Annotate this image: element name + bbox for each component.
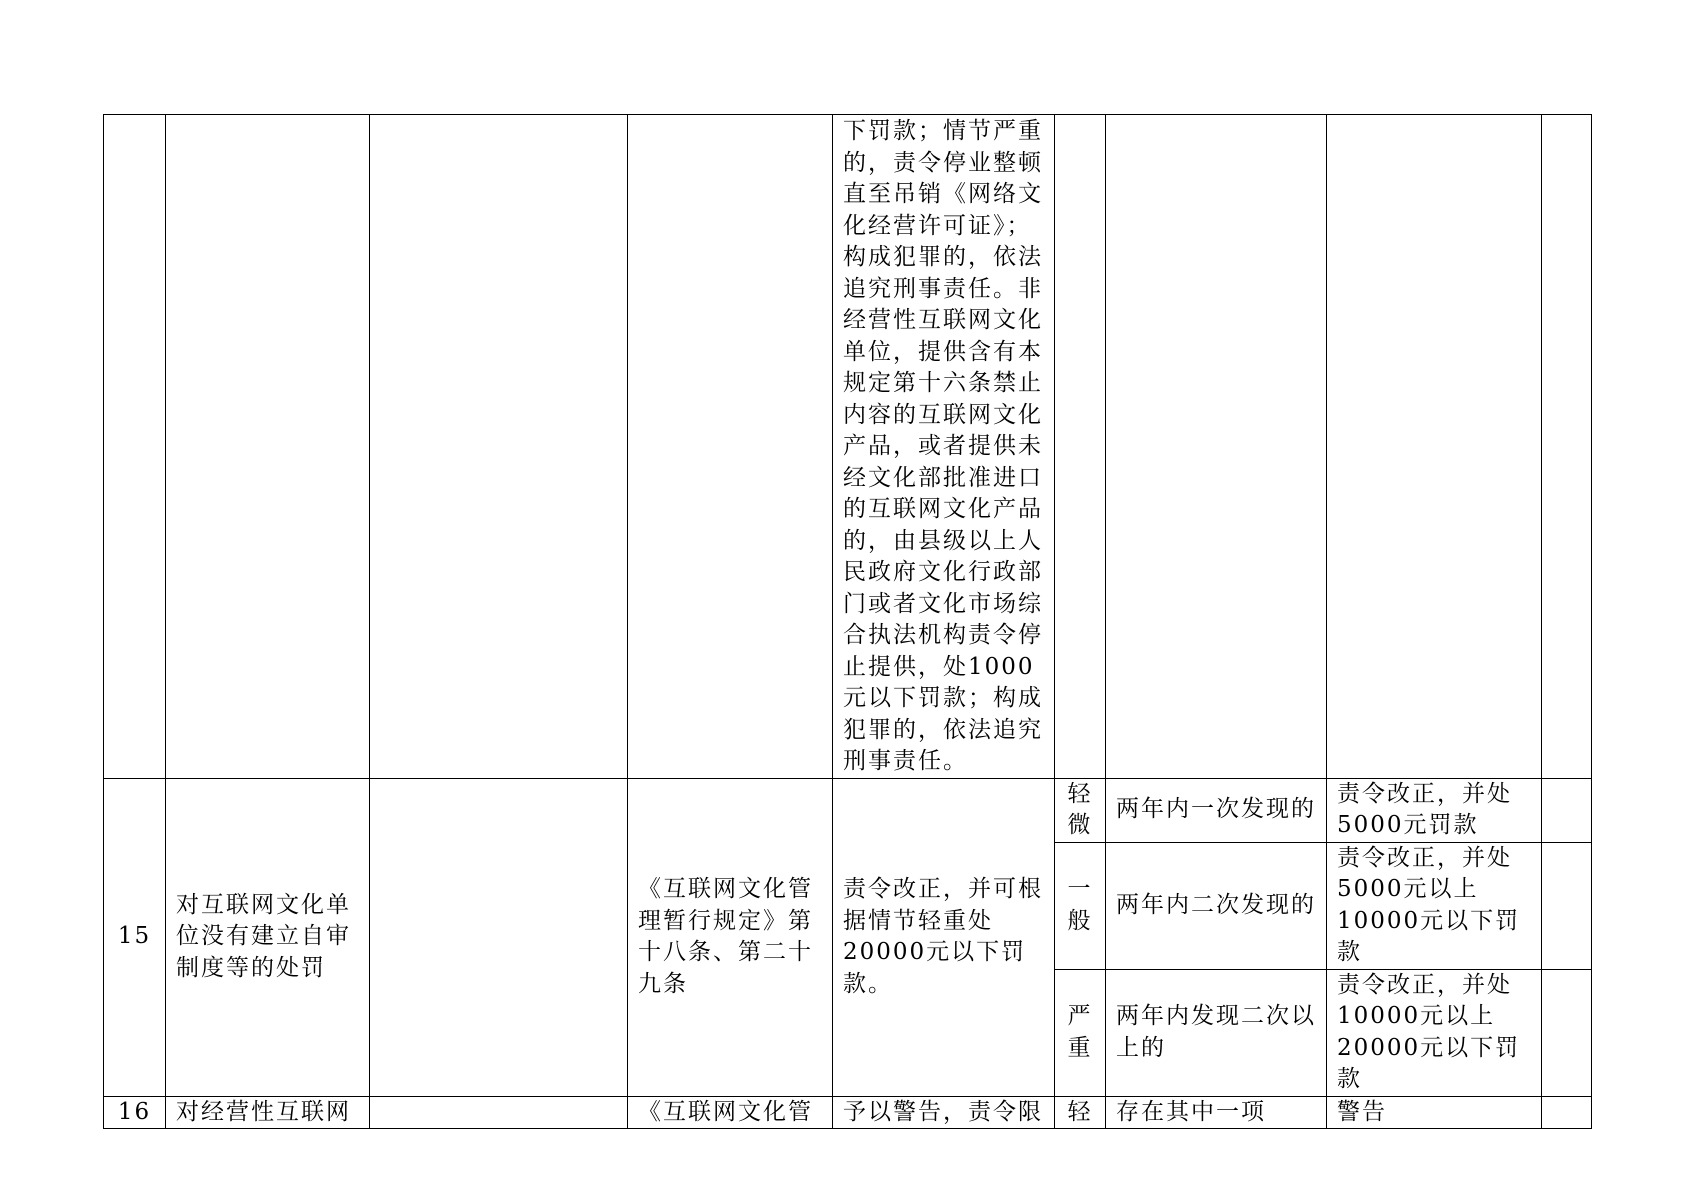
table-row — [104, 1096, 1592, 1129]
penalty-cell: 责令改正，并处10000元以上20000元以下罚款 — [1327, 969, 1542, 1096]
basis-cell: 《互联网文化管理暂行规定》第十八条、第二十九条 — [628, 778, 833, 1096]
circumstance-cell: 两年内发现二次以上的 — [1106, 969, 1327, 1096]
subject-cell — [370, 778, 628, 1096]
note-cell — [1542, 115, 1592, 779]
degree-cell — [1055, 115, 1106, 779]
degree-cell: 轻 — [1055, 1096, 1106, 1129]
circumstance-cell: 两年内二次发现的 — [1106, 842, 1327, 969]
subject-cell — [370, 1096, 628, 1129]
item-cell: 对互联网文化单位没有建立自审制度等的处罚 — [166, 778, 370, 1096]
note-cell — [1542, 842, 1592, 969]
degree-cell: 轻微 — [1055, 778, 1106, 842]
table-row — [104, 778, 1592, 842]
note-cell — [1542, 969, 1592, 1096]
circumstance-cell — [1106, 115, 1327, 779]
circumstance-cell: 两年内一次发现的 — [1106, 778, 1327, 842]
measure-cell — [833, 115, 1055, 779]
penalty-cell: 责令改正，并处5000元罚款 — [1327, 778, 1542, 842]
subject-cell — [370, 115, 628, 779]
degree-cell: 一般 — [1055, 842, 1106, 969]
penalty-cell: 警告 — [1327, 1096, 1542, 1129]
penalty-cell: 责令改正，并处5000元以上10000元以下罚款 — [1327, 842, 1542, 969]
basis-cell: 《互联网文化管 — [628, 1096, 833, 1129]
measure-cell: 予以警告，责令限 — [833, 1096, 1055, 1129]
table-row — [104, 115, 1592, 779]
note-cell — [1542, 1096, 1592, 1129]
degree-cell: 严重 — [1055, 969, 1106, 1096]
item-cell: 对经营性互联网 — [166, 1096, 370, 1129]
circumstance-cell: 存在其中一项 — [1106, 1096, 1327, 1129]
penalty-discretion-table — [103, 114, 1592, 1129]
measure-text: 下罚款；情节严重的，责令停业整顿直至吊销《网络文化经营许可证》；构成犯罪的，依法追究刑事责任。非经营性互联网文化单位，提供含有本规定第十六条禁止内容的互联网文化产品，或者提供未经文化部批准进口的互联网文化产品的，由县级以上人民政府文化行政部门或者文化市场综合执法机构责令停止提供，处1000元以下罚款；构成犯罪的，依法追究刑事责任。 — [843, 118, 1043, 774]
number-cell: 16 — [104, 1096, 166, 1129]
penalty-cell — [1327, 115, 1542, 779]
measure-cell: 责令改正，并可根据情节轻重处20000元以下罚款。 — [833, 778, 1055, 1096]
basis-cell — [628, 115, 833, 779]
number-cell — [104, 115, 166, 779]
note-cell — [1542, 778, 1592, 842]
number-cell: 15 — [104, 778, 166, 1096]
item-cell — [166, 115, 370, 779]
